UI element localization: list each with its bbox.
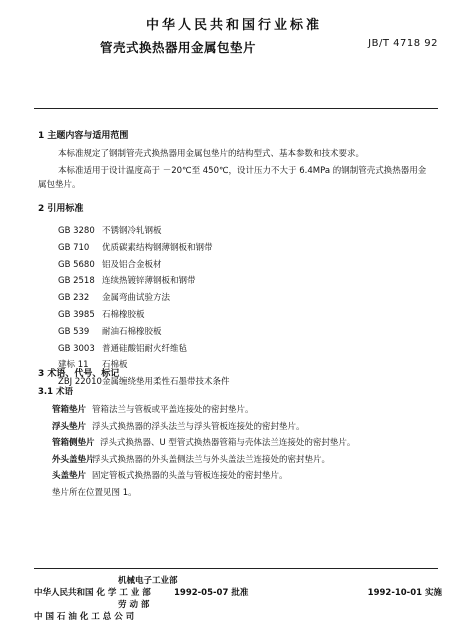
reference-item [58, 223, 230, 240]
definition-item [52, 435, 355, 452]
reference-code: GB 3985 [58, 309, 95, 320]
footer-implementation-date: 1992-10-01 实施 [367, 588, 442, 598]
definition-item [52, 419, 355, 436]
reference-code: GB 5680 [58, 259, 95, 270]
reference-item [58, 324, 230, 341]
reference-item [58, 273, 230, 290]
section1-heading: 1 主题内容与适用范围 [38, 131, 129, 141]
reference-code: ZBJ 22010 [58, 377, 102, 388]
reference-title: 金属缠绕垫用柔性石墨带技术条件 [102, 377, 230, 388]
section1-paragraph2-line1: 本标准适用于设计温度高于 －20℃至 450℃，设计压力不大于 6.4MPa 的钢制管壳式换热器用金 [58, 166, 427, 176]
reference-title: 铝及铝合金板材 [102, 259, 162, 270]
reference-title: 优质碳素结构钢薄钢板和钢带 [102, 242, 213, 253]
document-title: 管壳式换热器用金属包垫片 [100, 40, 257, 55]
reference-code: GB 710 [58, 242, 90, 253]
footer-dept-petrochemical: 中 国 石 油 化 工 总 公 司 [34, 612, 135, 622]
definition-term: 管箱垫片 [52, 405, 87, 415]
reference-code: GB 539 [58, 326, 90, 337]
definition-text: 管箱法兰与管板或平盖连接处的密封垫片。 [92, 405, 254, 415]
reference-title: 石棉橡胶板 [102, 309, 145, 320]
reference-item [58, 257, 230, 274]
definition-term: 外头盖垫片 [52, 454, 95, 465]
header-divider [34, 108, 438, 109]
section1-paragraph2-line2: 属包垫片。 [38, 180, 81, 190]
section1-paragraph1: 本标准规定了钢制管壳式换热器用金属包垫片的结构型式、基本参数和技术要求。 [58, 149, 365, 159]
org-standard-header: 中华人民共和国行业标准 [145, 18, 322, 33]
definition-text: 浮头式换热器、U 型管式换热器管箱与壳体法兰连接处的密封垫片。 [100, 438, 356, 448]
definition-text: 浮头式换热器的外头盖侧法兰与外头盖法兰连接处的密封垫片。 [92, 454, 331, 465]
footer-dept-labor: 劳 动 部 [118, 600, 150, 610]
standard-number: JB/T 4718 92 [368, 38, 438, 49]
definition-item [52, 452, 355, 469]
closing-note: 垫片所在位置见图 1。 [52, 487, 137, 498]
footer-approval-date: 1992-05-07 批准 [174, 588, 249, 598]
reference-code: GB 3003 [58, 343, 95, 354]
definition-term: 头盖垫片 [52, 471, 87, 481]
definition-item [52, 468, 355, 485]
reference-title: 普通硅酸铝耐火纤维毡 [102, 343, 188, 354]
section3-heading: 3 术语、代号、标记 [38, 369, 120, 379]
definition-list [52, 402, 355, 501]
reference-code: GB 2518 [58, 276, 95, 287]
section3-subheading: 3.1 术语 [38, 387, 74, 397]
reference-title: 金属弯曲试验方法 [102, 293, 171, 304]
reference-title: 连续热镀锌薄钢板和钢带 [102, 276, 196, 287]
reference-item [58, 240, 230, 257]
reference-title: 不锈钢冷轧钢板 [102, 226, 162, 236]
definition-text: 固定管板式换热器的头盖与管板连接处的密封垫片。 [92, 471, 288, 481]
definition-item [52, 402, 355, 419]
footer-issuer: 中华人民共和国 化 学 工 业 部 [34, 588, 151, 598]
reference-item [58, 307, 230, 324]
reference-item [58, 290, 230, 307]
footer-divider [34, 568, 438, 569]
reference-code: GB 232 [58, 293, 90, 304]
reference-title: 石棉板 [102, 360, 128, 371]
reference-item [58, 341, 230, 358]
reference-title: 耐油石棉橡胶板 [102, 326, 162, 337]
section2-heading: 2 引用标准 [38, 204, 84, 214]
definition-term: 浮头垫片 [52, 421, 87, 432]
definition-term: 管箱侧垫片 [52, 438, 95, 448]
reference-code: 建标 11 [58, 360, 89, 371]
definition-text: 浮头式换热器的浮头法兰与浮头管板连接处的密封垫片。 [92, 421, 305, 432]
reference-code: GB 3280 [58, 226, 95, 236]
footer-dept-machinery: 机械电子工业部 [118, 576, 178, 586]
